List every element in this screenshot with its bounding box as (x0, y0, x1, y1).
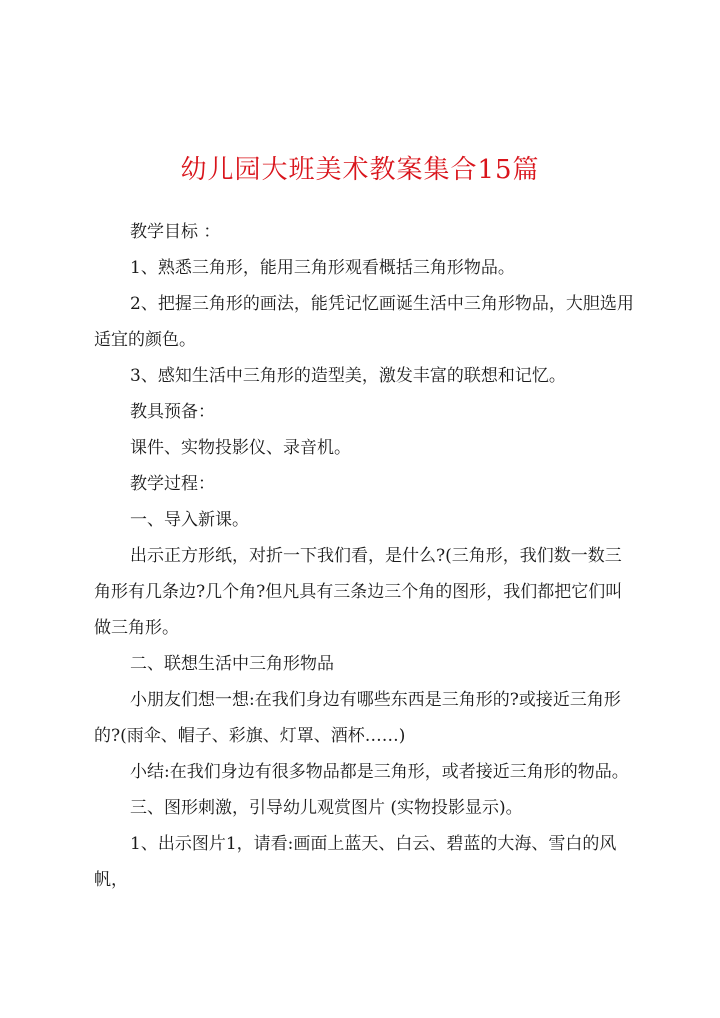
paragraph: 小朋友们想一想:在我们身边有哪些东西是三角形的?或接近三角形的?(雨伞、帽子、彩旗、灯罩、酒杯……) (94, 690, 621, 746)
paragraph: 二、联想生活中三角形物品 (130, 654, 334, 674)
paragraph: 教学目标 ： (130, 222, 221, 242)
paragraph: 出示正方形纸，对折一下我们看，是什么?(三角形，我们数一数三角形有几条边?几个角?但凡具有三条边三个角的图形，我们都把它们叫做三角形。 (94, 546, 623, 638)
paragraph: 2、把握三角形的画法，能凭记忆画诞生活中三角形物品，大胆选用适宜的颜色。 (94, 294, 634, 350)
document-body (94, 214, 634, 898)
paragraph: 教学过程： (130, 474, 215, 494)
paragraph: 3、感知生活中三角形的造型美，激发丰富的联想和记忆。 (130, 366, 566, 386)
paragraph: 三、图形刺激，引导幼儿观赏图片 (实物投影显示)。 (130, 798, 523, 818)
paragraph: 课件、实物投影仪、录音机。 (130, 438, 351, 458)
document-title: 幼儿园大班美术教案集合15篇 (180, 155, 540, 185)
paragraph: 1、熟悉三角形，能用三角形观看概括三角形物品。 (130, 258, 515, 278)
paragraph: 小结:在我们身边有很多物品都是三角形，或者接近三角形的物品。 (130, 762, 629, 782)
paragraph: 一、导入新课。 (130, 510, 249, 530)
paragraph: 教具预备： (130, 402, 215, 422)
paragraph: 1、出示图片1，请看:画面上蓝天、白云、碧蓝的大海、雪白的风帆， (94, 834, 617, 890)
